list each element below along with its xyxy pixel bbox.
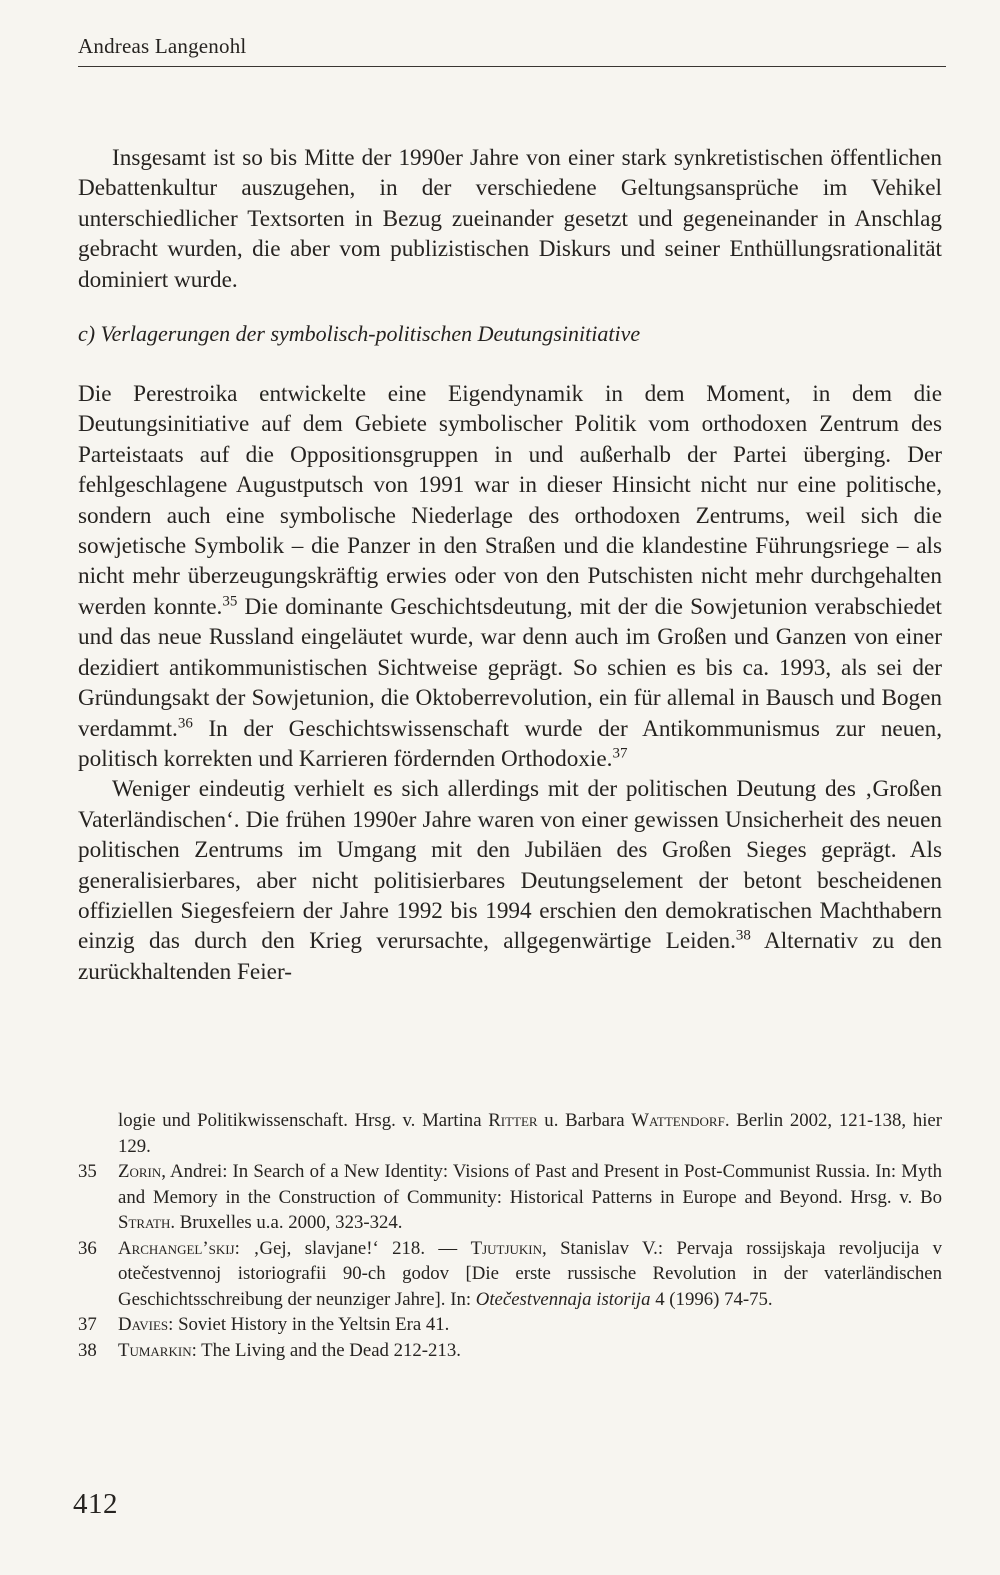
paragraph-3 bbox=[78, 774, 942, 987]
footnote-37 bbox=[78, 1312, 942, 1338]
author-archangelskij: Archangel’skij bbox=[118, 1237, 235, 1259]
footnote-continuation bbox=[78, 1108, 942, 1159]
footnote-number: 38 bbox=[78, 1339, 97, 1361]
paragraph-2-part-c: In der Geschichtswissenschaft wurde der Antikommunismus zur neuen, politisch korrekten und Karrieren fördernden Orthodoxie. bbox=[78, 715, 942, 772]
footnote-35-text-a: , Andrei: In Search of a New Identity: Visions of Past and Present in Post-Communist Russia. In: Myth and Memory in the Construction of Community: Historical Patterns in Europe and Beyond. Hrsg. v. Bo bbox=[118, 1161, 942, 1208]
footnote-cont-text-c: . Berlin 2002, 121-138, hier 129. bbox=[118, 1110, 943, 1157]
author-zorin: Zorin bbox=[118, 1161, 162, 1182]
footnote-ref-38[interactable]: 38 bbox=[735, 927, 751, 944]
footnote-36 bbox=[78, 1236, 942, 1313]
footnote-text bbox=[118, 1236, 942, 1313]
footnote-36-text-b: , Stanislav V.: Pervaja rossijskaja revoljucija v otečestvennoj istoriografii 90-ch godov [Die erste russische Revolution in der vaterländischen Geschichtsschreibung der neunziger Jahre]. In: bbox=[118, 1237, 942, 1310]
footnote-ref-36[interactable]: 36 bbox=[177, 714, 193, 731]
footnote-38-text-a: : The Living and the Dead 212-213. bbox=[191, 1339, 461, 1361]
footnote-35 bbox=[78, 1159, 942, 1236]
footnote-number: 36 bbox=[78, 1237, 97, 1259]
paragraph-2 bbox=[78, 379, 942, 774]
footnote-text bbox=[118, 1338, 942, 1364]
page-number: 412 bbox=[73, 1488, 118, 1520]
paragraph-2-part-a: Die Perestroika entwickelte eine Eigendynamik in dem Moment, in dem die Deutungsinitiative auf dem Gebiete symbolischer Politik vom orthodoxen Zentrum des Parteistaats auf die Oppositionsgruppen in und außerhalb der Partei überging. Der fehlgeschlagene Augustputsch von 1991 war in dieser Hinsicht nicht nur eine politische, sondern auch eine symbolische Niederlage des orthodoxen Zentrums, weil sich die sowjetische Symbolik – die Panzer in den Straßen und die klandestine Führungsriege – als nicht mehr überzeugungskräftig erwies oder von den Putschisten nicht mehr durchgehalten werden konnte. bbox=[78, 381, 942, 620]
footnote-ref-35[interactable]: 35 bbox=[222, 593, 238, 610]
footnote-38 bbox=[78, 1338, 942, 1364]
paragraph-1: Insgesamt ist so bis Mitte der 1990er Jahre von einer stark synkretistischen öffentlichen Debattenkultur auszugehen, in der verschiedene Geltungsansprüche im Vehikel unterschiedlicher Textsorten in Bezug zueinander gesetzt und gegeneinander in Anschlag gebracht wurden, die aber vom publizistischen Diskurs und seiner Enthüllungsrationalität dominiert wurde. bbox=[78, 145, 942, 293]
footnote-35-text-b: . Bruxelles u.a. 2000, 323-324. bbox=[170, 1212, 403, 1233]
footnote-number: 37 bbox=[78, 1314, 97, 1335]
main-text bbox=[78, 143, 942, 987]
author-wattendorf: Wattendorf bbox=[631, 1110, 725, 1131]
footnote-37-text-a: : Soviet History in the Yeltsin Era 41. bbox=[168, 1314, 450, 1335]
author-davies: Davies bbox=[118, 1314, 169, 1335]
footnote-36-text-c: 4 (1996) 74-75. bbox=[650, 1288, 773, 1310]
footnote-cont-text-b: u. Barbara bbox=[537, 1110, 632, 1131]
header-rule bbox=[78, 66, 946, 67]
footnote-text bbox=[118, 1159, 942, 1236]
footnote-36-text-a: : ‚Gej, slavjane!‘ 218. — bbox=[234, 1237, 471, 1259]
author-tumarkin: Tumarkin bbox=[118, 1339, 192, 1361]
running-header-author: Andreas Langenohl bbox=[78, 34, 247, 58]
footnote-text bbox=[118, 1312, 942, 1338]
journal-title: Otečestvennaja istorija bbox=[475, 1288, 651, 1310]
paragraph-3-part-b: Alternativ zu den zurückhaltenden Feier- bbox=[78, 928, 943, 985]
paragraph-2-part-b: Die dominante Geschichtsdeutung, mit der die Sowjetunion verabschiedet und das neue Russland eingeläutet wurde, war denn auch im Großen und Ganzen von einer dezidiert antikommunistischen Sichtweise geprägt. So schien es bis ca. 1993, als sei der Gründungsakt der Sowjetunion, die Oktoberrevolution, ein für allemal in Bausch und Bogen verdammt. bbox=[78, 593, 942, 742]
author-strath: Strath bbox=[118, 1212, 171, 1233]
author-tjutjukin: Tjutjukin bbox=[470, 1237, 543, 1259]
footnote-ref-37[interactable]: 37 bbox=[612, 745, 628, 762]
section-subheading: c) Verlagerungen der symbolisch-politischen Deutungsinitiative bbox=[78, 321, 641, 347]
paragraph-3-part-a: Weniger eindeutig verhielt es sich allerdings mit der politischen Deutung des ‚Großen Vaterländischen‘. Die frühen 1990er Jahre waren von einer gewissen Unsicherheit des neuen politischen Zentrums im Umgang mit den Jubiläen des Großen Sieges geprägt. Als generalisierbares, aber nicht politisierbares Deutungselement der betont bescheidenen offiziellen Siegesfeiern der Jahre 1992 bis 1994 erschien den demokratischen Machthabern einzig das durch den Krieg verursachte, allgegenwärtige Leiden. bbox=[78, 776, 942, 955]
footnote-number: 35 bbox=[78, 1161, 97, 1182]
author-ritter: Ritter bbox=[488, 1110, 538, 1131]
footnotes bbox=[78, 1108, 942, 1363]
footnote-cont-text-a: logie und Politikwissenschaft. Hrsg. v. Martina bbox=[118, 1110, 489, 1131]
